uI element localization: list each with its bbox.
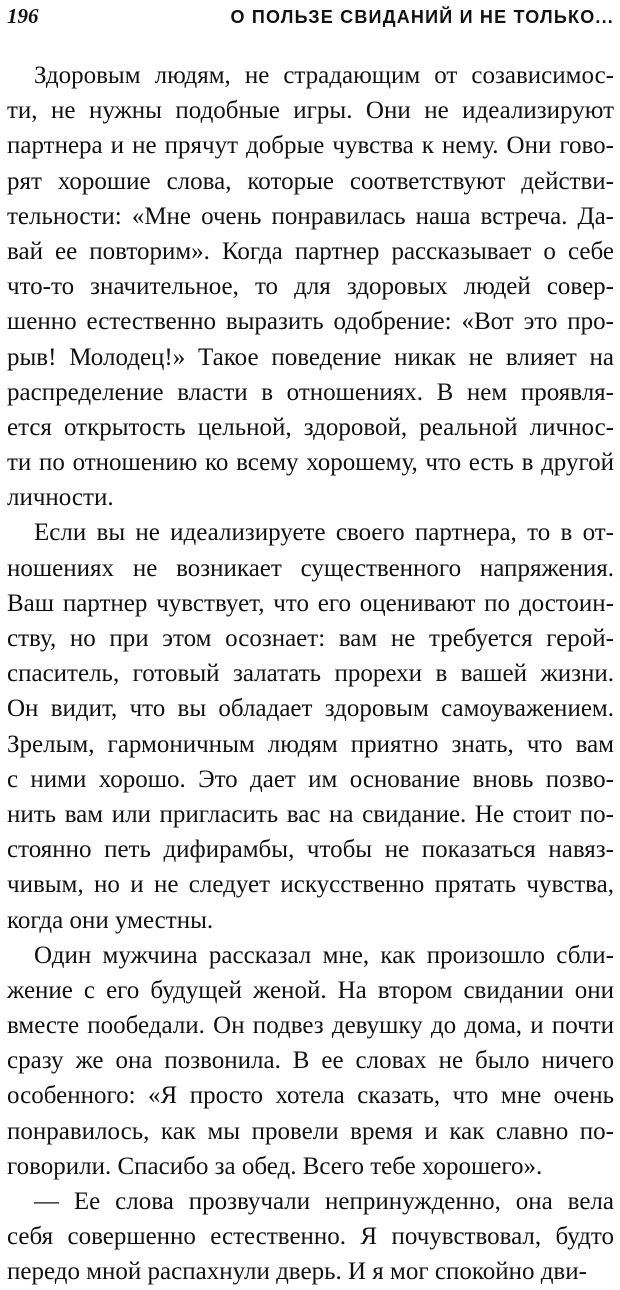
text-line: сразу же она позвонила. В ее словах не было ничего — [7, 1047, 614, 1075]
text-line: шенно естественно выразить одобрение: «Вот это про- — [7, 308, 614, 336]
text-line: личности. — [7, 484, 114, 512]
body-text — [7, 58, 614, 1290]
text-line: рыв! Молодец!» Такое поведение никак не влияет на — [7, 343, 614, 371]
running-head: О ПОЛЬЗЕ СВИДАНИЙ И НЕ ТОЛЬКО... — [230, 7, 614, 27]
text-line: передо мной распахнули дверь. И я мог спокойно дви- — [7, 1258, 587, 1286]
paragraph — [7, 938, 614, 1184]
text-line: особенного: «Я просто хотела сказать, что мне очень — [7, 1082, 614, 1110]
text-line: тельности: «Мне очень понравилась наша встреча. Да- — [7, 202, 614, 230]
text-line: жение с его будущей женой. На втором свидании они — [7, 976, 614, 1004]
text-line: говорили. Спасибо за обед. Всего тебе хорошего». — [7, 1152, 543, 1180]
text-line: Если вы не идеализируете своего партнера, то в от- — [34, 519, 614, 547]
paragraph — [7, 1184, 614, 1290]
page-number: 196 — [7, 4, 39, 28]
text-line: нить вам или пригласить вас на свидание. Не стоит по- — [7, 800, 614, 828]
text-line: Ваш партнер чувствует, что его оценивают по достоин- — [7, 589, 614, 617]
text-line: Здоровым людям, не страдающим от созависимос- — [34, 62, 614, 89]
text-line: — Ее слова прозвучали непринужденно, она вела — [34, 1188, 614, 1215]
text-line: чивым, но и не следует искусственно прятать чувства, — [7, 871, 614, 899]
text-line: Один мужчина рассказал мне, как произошло сбли- — [34, 941, 614, 969]
text-line: вместе пообедали. Он подвез девушку до дома, и почти — [7, 1012, 614, 1040]
text-line: Он видит, что вы обладает здоровым самоуважением. — [7, 695, 614, 723]
text-line: что-то значительное, то для здоровых людей совер- — [7, 273, 614, 301]
text-line: вай ее повторим». Когда партнер рассказывает о себе — [7, 237, 614, 265]
text-line: распределение власти в отношениях. В нем проявля- — [7, 378, 614, 406]
text-line: ству, но при этом осознает: вам не требуется герой- — [7, 625, 614, 652]
text-line: Зрелым, гармоничным людям приятно знать, что вам — [7, 730, 614, 758]
text-line: ется открытость цельной, здоровой, реальной личнос- — [7, 413, 614, 441]
text-line: партнера и не прячут добрые чувства к нему. Они гово- — [7, 132, 614, 160]
text-line: спаситель, готовый залатать прорехи в вашей жизни. — [7, 660, 614, 688]
text-line: стоянно петь дифирамбы, чтобы не показаться навяз- — [7, 836, 614, 864]
text-line: ношениях не возникает существенного напряжения. — [7, 554, 614, 582]
text-line: ти по отношению ко всему хорошему, что есть в другой — [7, 449, 614, 477]
text-line: с ними хорошо. Это дает им основание вновь позво- — [7, 765, 614, 793]
page-header — [7, 0, 614, 34]
text-line: когда они уместны. — [7, 906, 214, 934]
paragraph — [7, 58, 614, 515]
text-line: понравилось, как мы провели время и как славно по- — [7, 1117, 614, 1145]
paragraph — [7, 515, 614, 937]
text-line: ти, не нужны подобные игры. Они не идеализируют — [7, 97, 614, 125]
text-line: рят хорошие слова, которые соответствуют действи- — [7, 167, 614, 195]
text-line: себя совершенно естественно. Я почувствовал, будто — [7, 1223, 614, 1251]
